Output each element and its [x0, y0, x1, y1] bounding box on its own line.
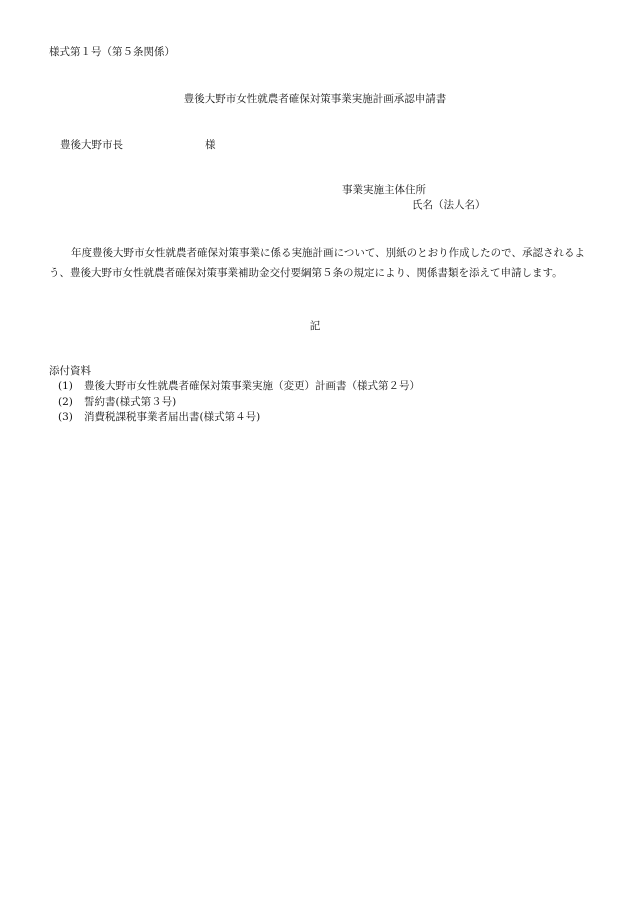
application-body-text: 年度豊後大野市女性就農者確保対策事業に係る実施計画について、別紙のとおり作成したので、承認されるよう、豊後大野市女性就農者確保対策事業補助金交付要綱第５条の規定により、関係書類を添えて申請します。: [49, 247, 585, 279]
attachment-text: 豊後大野市女性就農者確保対策事業実施（変更）計画書（様式第２号）: [84, 380, 420, 392]
attachments-heading: 添付資料: [49, 365, 91, 377]
applicant-address-label: 事業実施主体住所: [342, 184, 426, 196]
attachment-item: [58, 381, 420, 392]
addressee: [60, 140, 216, 151]
form-number: 様式第１号（第５条関係）: [49, 46, 175, 58]
ki-heading: 記: [309, 320, 321, 332]
attachment-number: (1): [58, 380, 73, 392]
document-title: 豊後大野市女性就農者確保対策事業実施計画承認申請書: [183, 93, 447, 105]
attachment-number: (3): [58, 411, 73, 423]
applicant-name-label: 氏名（法人名）: [412, 199, 486, 211]
addressee-name: 豊後大野市長: [60, 139, 123, 151]
attachment-text: 消費税課税事業者届出書(様式第４号): [84, 411, 261, 423]
attachment-item: [58, 397, 176, 408]
attachment-item: [58, 412, 260, 423]
addressee-honorific: 様: [205, 139, 216, 151]
attachment-number: (2): [58, 396, 73, 408]
attachment-text: 誓約書(様式第３号): [84, 396, 177, 408]
